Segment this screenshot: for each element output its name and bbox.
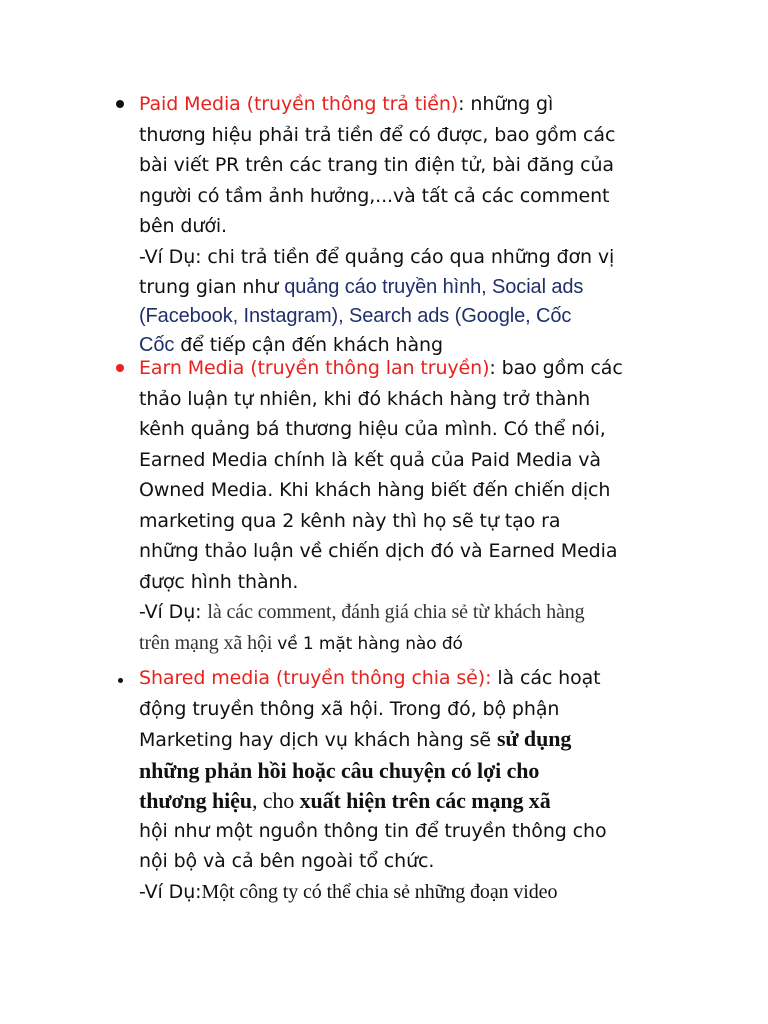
paid-media-example-arial: quảng cáo truyền hình, Social ads: [284, 276, 584, 298]
list-item-paid-media: [139, 89, 699, 360]
earn-media-example-text: về 1 mặt hàng nào đó: [277, 633, 463, 654]
earn-media-example-serif: là các comment, đánh giá chia sẻ từ khách hàng: [207, 601, 585, 623]
paid-media-line1-rest: những gì: [464, 93, 554, 115]
paid-media-example-line: [139, 272, 699, 303]
earn-media-example-line: [139, 597, 699, 628]
paid-media-heading: Paid Media (truyền thông trả tiền): [139, 93, 459, 115]
bullet-icon: [116, 364, 124, 372]
paid-media-example-arial: Cốc: [139, 333, 175, 356]
shared-media-mixed-line: [139, 786, 699, 816]
bullet-icon: [116, 100, 124, 108]
paid-media-line: người có tầm ảnh hưởng,...và tất cả các comment: [139, 184, 610, 207]
paid-media-line: bên dưới.: [139, 215, 227, 237]
earn-media-line1-rest: bao gồm các: [495, 357, 623, 379]
earn-media-line: những thảo luận về chiến dịch đó và Earned Media: [139, 540, 618, 562]
earn-media-line: thảo luận tự nhiên, khi đó khách hàng trở thành: [139, 387, 591, 410]
shared-media-first-line: [139, 663, 699, 694]
shared-media-bold-text: thương hiệu: [139, 787, 252, 813]
paid-media-line: bài viết PR trên các trang tin điện tử, bài đăng của: [139, 154, 614, 176]
shared-media-line: hội như một nguồn thông tin để truyền thông cho: [139, 819, 607, 842]
shared-media-example-label: -Ví Dụ:: [139, 880, 202, 903]
bullet-icon: [118, 678, 123, 683]
paid-media-example-line: -Ví Dụ: chi trả tiền để quảng cáo qua những đơn vị: [139, 245, 615, 268]
shared-media-text: Marketing hay dịch vụ khách hàng sẽ: [139, 729, 497, 751]
shared-media-heading: Shared media (truyền thông chia sẻ):: [139, 667, 492, 689]
shared-media-line: động truyền thông xã hội. Trong đó, bộ phận: [139, 697, 560, 720]
shared-media-line: [139, 724, 699, 756]
earn-media-example-serif: trên mạng xã hội: [139, 631, 278, 654]
earn-media-heading: Earn Media (truyền thông lan truyền): [139, 357, 490, 379]
shared-media-example-serif: Một công ty có thể chia sẻ những đoạn video: [201, 880, 558, 903]
shared-media-line: nội bộ và cả bên ngoài tổ chức.: [139, 850, 435, 872]
shared-media-line1-rest: là các hoạt: [491, 667, 601, 689]
earn-media-colon: :: [489, 357, 496, 379]
earn-media-line: Earned Media chính là kết quả của Paid Media và: [139, 448, 601, 471]
paid-media-first-line: [139, 89, 699, 120]
earn-media-example-line: [139, 628, 699, 660]
paid-media-example-arial-line: (Facebook, Instagram), Search ads (Google, Cốc: [139, 304, 572, 327]
earn-media-line: Owned Media. Khi khách hàng biết đến chiến dịch: [139, 479, 611, 501]
shared-media-example-line: [139, 877, 699, 908]
shared-media-serif-text: , cho: [251, 787, 300, 813]
earn-media-line: được hình thành.: [139, 570, 299, 593]
earn-media-example-label: -Ví Dụ:: [139, 601, 208, 623]
paid-media-line: thương hiệu phải trả tiền để có được, bao gồm các: [139, 123, 616, 146]
earn-media-line: kênh quảng bá thương hiệu của mình. Có thể nói,: [139, 418, 606, 440]
shared-media-bold-text: xuất hiện trên các mạng xã: [299, 787, 551, 813]
earn-media-first-line: [139, 353, 699, 384]
shared-media-bold-text: sử dụng: [496, 726, 572, 751]
paid-media-colon: :: [458, 93, 465, 115]
list-item-earn-media: [139, 353, 699, 659]
list-item-shared-media: [139, 663, 699, 907]
earn-media-line: marketing qua 2 kênh này thì họ sẽ tự tạo ra: [139, 509, 561, 532]
paid-media-example-text: để tiếp cận đến khách hàng: [174, 333, 443, 356]
paid-media-example-text: trung gian như: [139, 276, 285, 298]
shared-media-bold-line: những phản hồi hoặc câu chuyện có lợi cho: [139, 757, 540, 783]
